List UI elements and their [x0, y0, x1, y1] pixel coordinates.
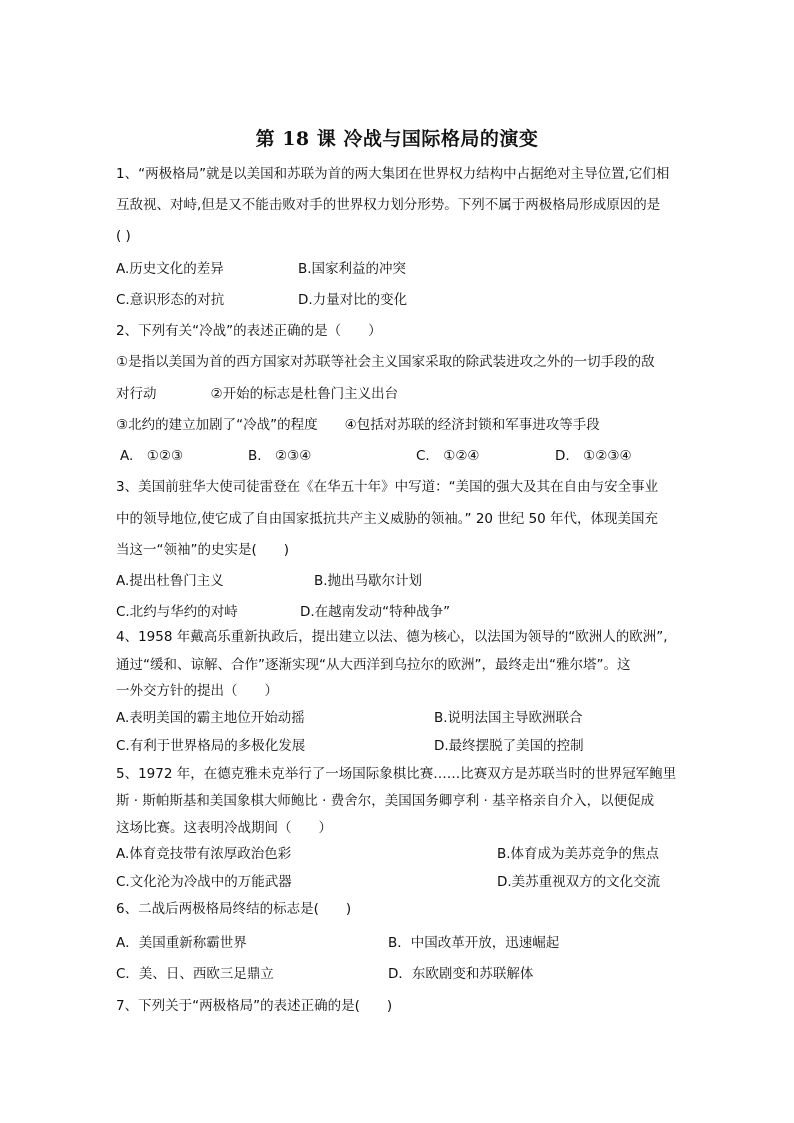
q2-stem-line-1: 2、下列有关“冷战”的表述正确的是（ ）	[116, 323, 382, 339]
q5-option-c: C.文化沦为冷战中的万能武器	[116, 874, 292, 890]
q4-stem-line-2: 通过“缓和、谅解、合作”逐渐实现“从大西洋到乌拉尔的欧洲”，最终走出“雅尔塔”。这	[116, 657, 631, 673]
q4-option-b: B.说明法国主导欧洲联合	[434, 710, 583, 726]
q6-stem-line-1: 6、二战后两极格局终结的标志是( )	[116, 901, 352, 917]
q1-option-a: A.历史文化的差异	[116, 261, 224, 277]
q2-stem-line-2: ①是指以美国为首的西方国家对苏联等社会主义国家采取的除武装进攻之外的一切手段的敌	[116, 354, 655, 370]
q6-option-a: A．美国重新称霸世界	[116, 935, 247, 951]
q3-stem-line-1: 3、美国前驻华大使司徒雷登在《在华五十年》中写道：“美国的强大及其在自由与安全事业	[116, 479, 659, 495]
q2-option-c: C. ①②④	[416, 448, 480, 464]
q1-option-d: D.力量对比的变化	[298, 292, 408, 308]
q1-stem-line-1: 1、“两极格局”就是以美国和苏联为首的两大集团在世界权力结构中占据绝对主导位置,它们相	[116, 166, 670, 182]
q4-option-d: D.最终摆脱了美国的控制	[434, 738, 584, 754]
q6-option-d: D．东欧剧变和苏联解体	[388, 966, 534, 982]
q5-stem-line-3: 这场比赛。这表明冷战期间（ ）	[116, 820, 332, 836]
q7-stem-line-1: 7、下列关于“两极格局”的表述正确的是( )	[116, 998, 393, 1014]
q1-stem-line-3: ( )	[116, 228, 131, 244]
q3-option-c: C.北约与华约的对峙	[116, 604, 238, 620]
q5-option-d: D.美苏重视双方的文化交流	[497, 874, 661, 890]
q4-option-a: A.表明美国的霸主地位开始动摇	[116, 710, 305, 726]
q3-stem-line-2: 中的领导地位,使它成了自由国家抵抗共产主义威胁的领袖。” 20 世纪 50 年代，体现美国充	[116, 511, 659, 527]
q5-option-a: A.体育竞技带有浓厚政治色彩	[116, 846, 292, 862]
q2-stem-line-3: 对行动 ②开始的标志是杜鲁门主义出台	[116, 386, 399, 402]
q6-option-c: C．美、日、西欧三足鼎立	[116, 966, 274, 982]
q4-stem-line-1: 4、1958 年戴高乐重新执政后，提出建立以法、德为核心，以法国为领导的“欧洲人的欧洲”,	[116, 629, 668, 645]
page-title: 第 18 课 冷战与国际格局的演变	[255, 128, 539, 150]
q1-option-c: C.意识形态的对抗	[116, 292, 225, 308]
q5-stem-line-1: 5、1972 年，在德克雅未克举行了一场国际象棋比赛……比赛双方是苏联当时的世界冠军鲍里	[116, 766, 677, 782]
q5-option-b: B.体育成为美苏竞争的焦点	[497, 846, 660, 862]
q3-option-b: B.抛出马歇尔计划	[314, 573, 423, 589]
q5-stem-line-2: 斯 · 斯帕斯基和美国象棋大师鲍比 · 费舍尔，美国国务卿亨利 · 基辛格亲自介入，以便促成	[116, 793, 655, 809]
q4-stem-line-3: 一外交方针的提出（ ）	[116, 683, 278, 699]
q2-option-b: B. ②③④	[248, 448, 312, 464]
q6-option-b: B．中国改革开放，迅速崛起	[388, 935, 560, 951]
q2-stem-line-4: ③北约的建立加剧了“冷战”的程度 ④包括对苏联的经济封锁和军事进攻等手段	[116, 417, 600, 433]
q3-option-d: D.在越南发动“特种战争”	[300, 604, 451, 620]
q1-option-b: B.国家利益的冲突	[298, 261, 407, 277]
q1-stem-line-2: 互敌视、对峙,但是又不能击败对手的世界权力划分形势。下列不属于两极格局形成原因的是	[116, 197, 661, 213]
q2-option-d: D. ①②③④	[555, 448, 632, 464]
q3-stem-line-3: 当这一“领袖”的史实是( )	[116, 542, 290, 558]
q2-option-a: A. ①②③	[120, 448, 184, 464]
q3-option-a: A.提出杜鲁门主义	[116, 573, 224, 589]
q4-option-c: C.有利于世界格局的多极化发展	[116, 738, 306, 754]
